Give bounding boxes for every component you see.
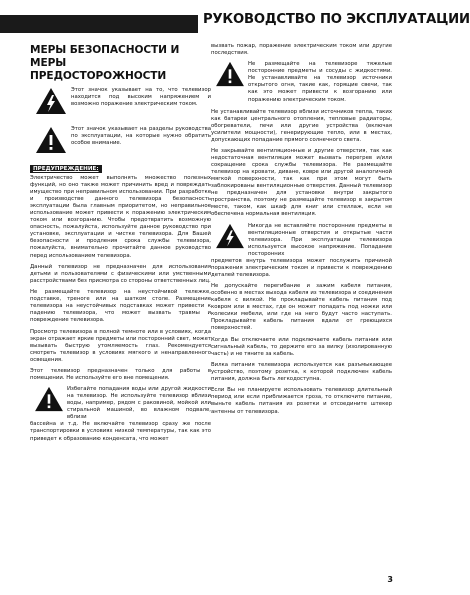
paragraph: Вилка питания телевизора используется как разъмыкающее устройство, поэтому розетка, к которой подключен кабель питания, должна быть легкодоступна. (211, 362, 392, 383)
water-text: Избегайте попадания воды или другой жидкости на телевизор. Не используйте телевизор вблизи воды, например, рядом с раковиной, мойкой или стиральной машиной, во влажном подвале, вблизи (67, 386, 211, 421)
foreign-objects-text: Никогда не вставляйте посторонние предметы в вентиляционные отверстия и открытые части телевизора. При эксплуатации телевизора используется высокое напряжение. Попадание посторонних (248, 222, 392, 257)
right-column (211, 43, 392, 420)
section-title (30, 44, 211, 83)
heavy-objects-notice (211, 61, 392, 103)
paragraph: Когда Вы отключаете или подключаете кабель питания или сигнальный кабель, то держите его за вилку (изолированную часть) и не тяните за кабель. (211, 336, 392, 357)
exclamation-warning-icon (211, 61, 248, 88)
paragraph: Данный телевизор не предназначен для использования детьми и пользователями с физическими или умственными расстройствами без присмотра со стороны ответственных лиц. (30, 263, 211, 284)
paragraph: предметов внутрь телевизора может послужить причиной поражения электрическим током и привести к повреждению деталей телевизора. (211, 257, 392, 278)
water-notice (30, 386, 211, 421)
warning-label: ПРЕДУПРЕЖДЕНИЕ: (30, 165, 102, 173)
section-title-line-1: МЕРЫ БЕЗОПАСНОСТИ И МЕРЫ (30, 44, 180, 69)
page-number: 3 (387, 575, 393, 584)
heavy-objects-text: Не размещайте на телевизоре тяжелые посторонние предметы и сосуды с жидкостями. Не устанавливайте на телевизор источники открытого огня, такие как, горящие свечи, так как это может привести к возгоранию или поражению электрическим током. (248, 61, 392, 103)
page-title: РУКОВОДСТВО ПО ЭКСПЛУАТАЦИИ (203, 12, 470, 27)
lightning-warning-icon (30, 87, 71, 121)
high-voltage-notice (30, 87, 211, 121)
paragraph: Не допускайте перегибание и зажим кабеля питания, особенно в местах выхода кабеля из телевизора и соединения кабеля с вилкой. Не прокладывайте кабель питания под ковром или в местах, где он может попадать под ножки или колесики мебели, или где на него будут часто наступать. Прокладывайте кабель питания вдали от греющихся поверхностей. (211, 283, 392, 332)
paragraph: Не закрывайте вентиляционные и другие отверстия, так как недостаточная вентиляция может вызвать перегрев и/или сокращение срока службы телевизора. Не размещайте телевизор на кровати, диване, ковре или другой аналогичной мягкой поверхности, так как при этом могут быть заблокированы вентиляционные отверстия. Данный телевизор не предназначен для установки внутри закрытого пространства, поэтому не размещайте телевизор в закрытом месте, таком, как шкаф для книг или стеллаж, если не обеспечена нормальная вентиляция. (211, 147, 392, 218)
paragraph: бассейна и т.д. Не включайте телевизор сразу же после транспортировки в условиях низкой температуры, так как это приведет к образованию конденсата, что может (30, 421, 211, 442)
section-title-line-2: ПРЕДОСТОРОЖНОСТИ (30, 70, 167, 82)
exclamation-warning-icon (30, 126, 71, 160)
paragraph: вызвать пожар, поражение электрическим током или другие последствия. (211, 43, 392, 57)
header-band (0, 15, 198, 33)
paragraph: Если Вы не планируете использовать телевизор длительный период или если приближается гроза, то отключите питание, выньте кабель питания из розетки и отсоедините штекер антенны от телевизора. (211, 387, 392, 415)
foreign-objects-notice (211, 223, 392, 258)
high-voltage-text: Этот значок указывает на то, что телевизор находится под высоким напряжением и возможно поражение электрическим током. (71, 87, 211, 108)
paragraph: Просмотр телевизора в полной темноте или в условиях, когда экран отражает яркие предметы или посторонний свет, может вызывать быструю утомляемость глаз. Рекомендуется смотреть телевизор в условиях мягкого и ненаправленного освещения. (30, 328, 211, 363)
paragraph: Электричество может выполнять множество полезных функций, но оно также может причинить вред и повреждать имущество при неправильном использовании. При разработке и производстве данного телевизора безопасность эксплуатации была главным приоритетом, но неправильное использование может привести к поражению электрическим током или возгоранию. Чтобы предотвратить возможную опасность, пожалуйста, используйте данное руководство при установке, эксплуатации и чистке телевизора. Для Вашей безопасности и продления срока службы телевизора, пожалуйста, внимательно прочитайте данное руководство перед использованием телевизора. (30, 175, 211, 259)
paragraph: Не размещайте телевизор на неустойчивой тележке, подставке, треноге или на шатком столе. Размещение телевизора на неустойчивых подставках может привести к падению телевизора, что может вызвать травмы и повреждение телевизора. (30, 289, 211, 324)
attention-notice (30, 126, 211, 160)
left-column (30, 44, 211, 447)
page-header (0, 10, 470, 38)
lightning-warning-icon (211, 223, 248, 250)
paragraph: Не устанавливайте телевизор вблизи источников тепла, таких как батареи центрального отопления, тепловые радиаторы, обогреватели, печи или другие устройства (включая усилители мощности), генерирующие тепло, или в местах, допускающих попадание прямого солнечного света. (211, 108, 392, 143)
paragraph: Этот телевизор предназначен только для работы в помещении. Не используйте его вне помещения. (30, 367, 211, 381)
exclamation-warning-icon (30, 386, 67, 413)
attention-text: Этот значок указывает на разделы руководства по эксплуатации, на которые нужно обратить особое внимание. (71, 126, 211, 147)
